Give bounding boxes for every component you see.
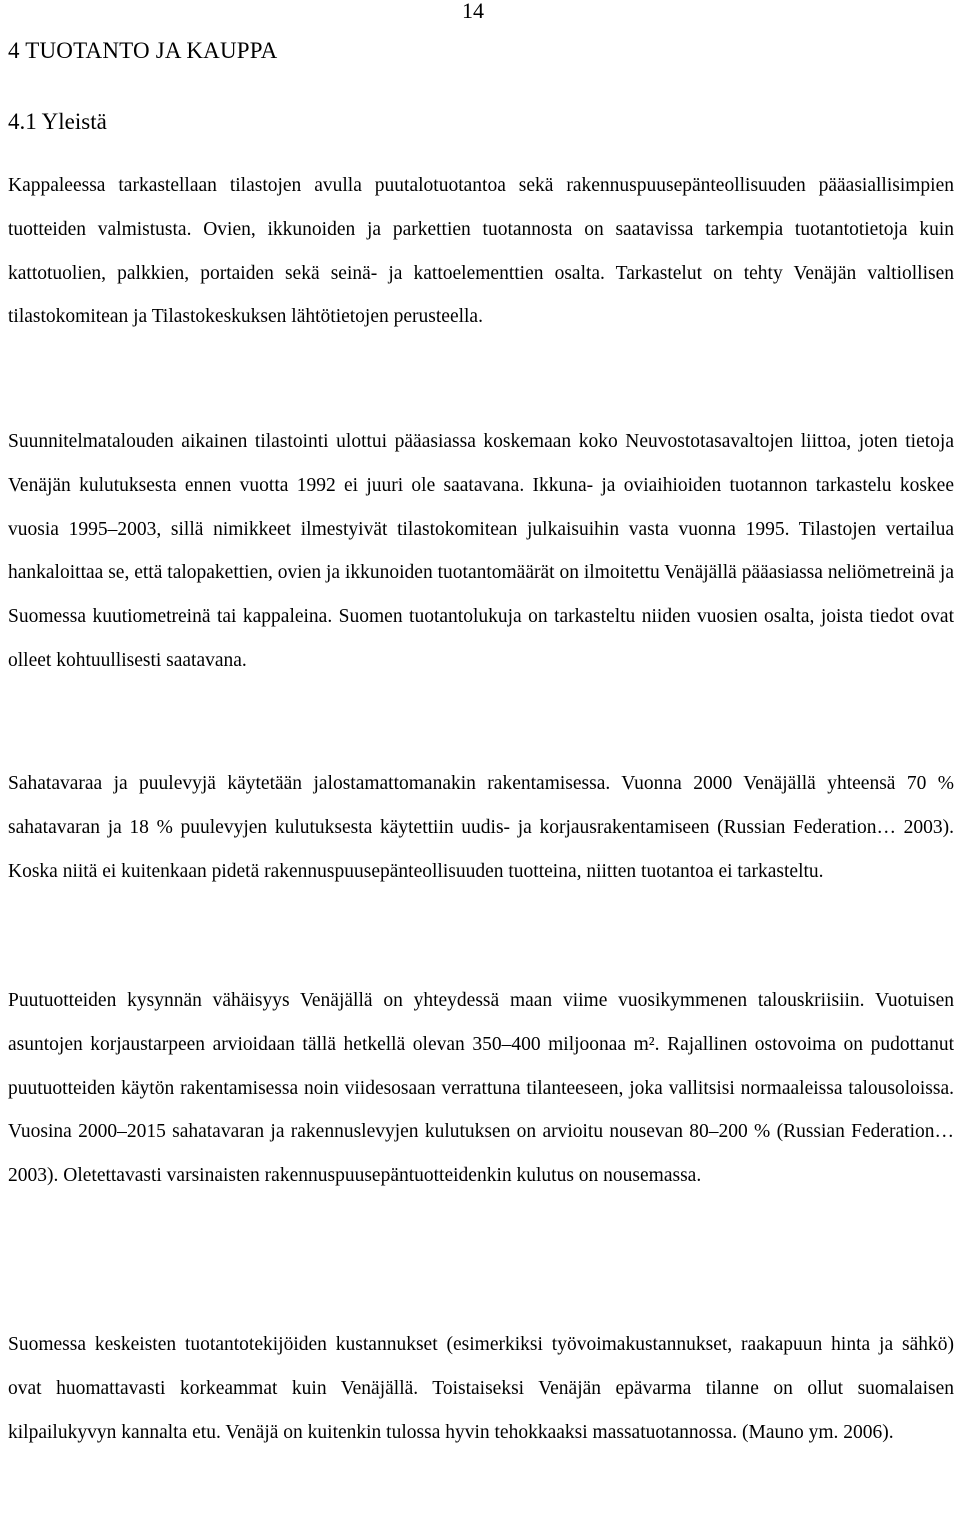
paragraph-2: Suunnitelmatalouden aikainen tilastointi ulottui pääasiassa koskemaan koko Neuvostotasavaltojen liittoa, joten tietoja Venäjän kulutuksesta ennen vuotta 1992 ei juuri ole saatavana. Ikkuna- ja oviaihioiden tuotannon tarkastelu koskee vuosia 1995–2003, sillä nimikkeet ilmestyivät tilastokomitean julkaisuihin vasta vuonna 1995. Tilastojen vertailua hankaloittaa se, että talopakettien, ovien ja ikkunoiden tuotantomäärät on ilmoitettu Venäjällä pääasiassa neliömetreinä ja Suomessa kuutiometreinä tai kappaleina. Suomen tuotantolukuja on tarkasteltu niiden vuosien osalta, joista tiedot ovat olleet kohtuullisesti saatavana. bbox=[8, 431, 954, 671]
page-number: 14 bbox=[462, 0, 484, 23]
paragraph-5: Suomessa keskeisten tuotantotekijöiden kustannukset (esimerkiksi työvoimakustannukset, raakapuun hinta ja sähkö) ovat huomattavasti korkeammat kuin Venäjällä. Toistaiseksi Venäjän epävarma tilanne on ollut suomalaisen kilpailukyvyn kannalta etu. Venäjä on kuitenkin tulossa hyvin tehokkaaksi massatuotannossa. (Mauno ym. 2006). bbox=[8, 1334, 954, 1443]
paragraph-3: Sahatavaraa ja puulevyjä käytetään jalostamattomanakin rakentamisessa. Vuonna 2000 Venäjällä yhteensä 70 % sahatavaran ja 18 % puulevyjen kulutuksesta käytettiin uudis- ja korjausrakentamiseen (Russian Federation… 2003). Koska niitä ei kuitenkaan pidetä rakennuspuusepänteollisuuden tuotteina, niitten tuotantoa ei tarkasteltu. bbox=[8, 773, 954, 882]
chapter-title: 4 TUOTANTO JA KAUPPA bbox=[8, 38, 278, 63]
section-title: 4.1 Yleistä bbox=[8, 109, 107, 134]
paragraph-4: Puutuotteiden kysynnän vähäisyys Venäjällä on yhteydessä maan viime vuosikymmenen talouskriisiin. Vuotuisen asuntojen korjaustarpeen arvioidaan tällä hetkellä olevan 350–400 miljoonaa m². Rajallinen ostovoima on pudottanut puutuotteiden käytön rakentamisessa noin viidesosaan verrattuna tilanteeseen, joka vallitsisi normaaleissa talousoloissa. Vuosina 2000–2015 sahatavaran ja rakennuslevyjen kulutuksen on arvioitu nousevan 80–200 % (Russian Federation… 2003). Oletettavasti varsinaisten rakennuspuusepäntuotteidenkin kulutus on nousemassa. bbox=[8, 990, 954, 1187]
paragraph-1: Kappaleessa tarkastellaan tilastojen avulla puutalotuotantoa sekä rakennuspuusepänteollisuuden pääasiallisimpien tuotteiden valmistusta. Ovien, ikkunoiden ja parkettien tuotannosta on saatavissa tarkempia tuotantotietoja kuin kattotuolien, palkkien, portaiden sekä seinä- ja kattoelementtien osalta. Tarkastelut on tehty Venäjän valtiollisen tilastokomitean ja Tilastokeskuksen lähtötietojen perusteella. bbox=[8, 175, 954, 328]
